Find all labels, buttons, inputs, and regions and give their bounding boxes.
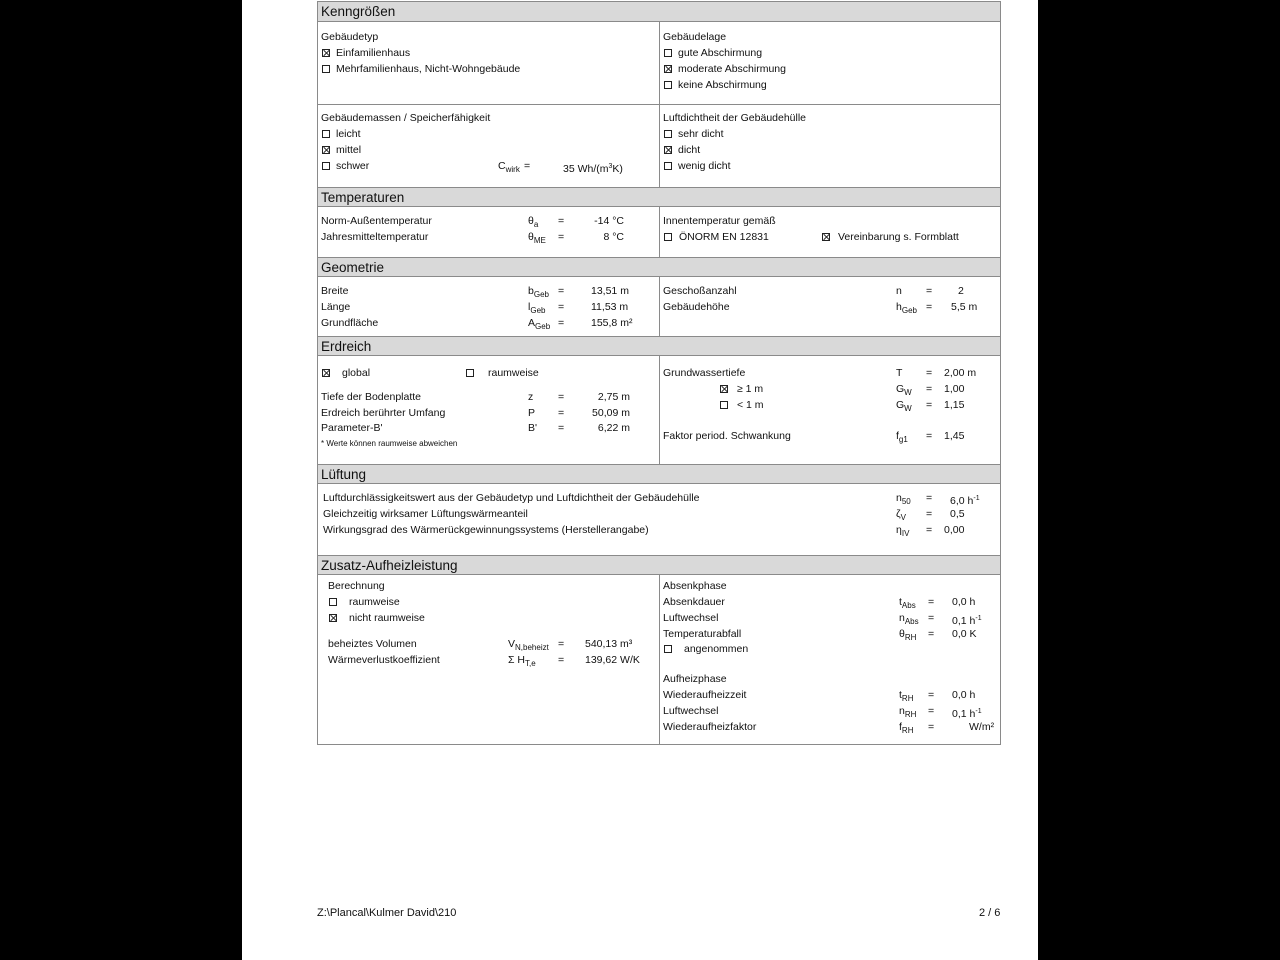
- checkbox-raumweise[interactable]: [466, 369, 474, 377]
- aufheizphase-title: Aufheizphase: [663, 673, 727, 685]
- geschossanzahl-label: Geschoßanzahl: [663, 285, 737, 297]
- eq: =: [926, 399, 933, 411]
- eq: =: [558, 638, 565, 650]
- symbol: $n_{Abs}$: [899, 612, 919, 626]
- jahresmitteltemp-value: 8 °C: [603, 231, 624, 243]
- document-page: [242, 0, 1038, 960]
- grundwassertiefe-value: 2,00 m: [944, 367, 977, 379]
- erdreich-note: * Werte können raumweise abweichen: [321, 439, 458, 448]
- geschossanzahl-value: 2: [958, 285, 964, 297]
- eq: =: [926, 524, 933, 536]
- eq: =: [928, 596, 935, 608]
- breite-label: Breite: [321, 285, 349, 297]
- eq: =: [928, 628, 935, 640]
- eq: =: [558, 407, 565, 419]
- faktor-value: 1,45: [944, 430, 965, 442]
- option-label: mittel: [336, 144, 362, 156]
- eq: =: [926, 301, 933, 313]
- column-divider: [659, 575, 660, 745]
- norm-aussentemp-value: -14 °C: [594, 215, 624, 227]
- temperaturabfall-value: 0,0 K: [952, 628, 977, 640]
- option-label: nicht raumweise: [349, 612, 425, 624]
- checkbox-global[interactable]: [322, 369, 330, 377]
- section-header-geometrie: Geometrie: [318, 257, 1000, 277]
- gw-lt-1m-value: 1,15: [944, 399, 965, 411]
- breite-value: 13,51 m: [591, 285, 629, 297]
- eq: =: [926, 508, 933, 520]
- gebaeudehoehe-label: Gebäudehöhe: [663, 301, 730, 313]
- gebaeudetyp-title: Gebäudetyp: [321, 31, 379, 43]
- speicher-title: Gebäudemassen / Speicherfähigkeit: [321, 112, 491, 124]
- bodenplatte-value: 2,75 m: [597, 391, 630, 403]
- symbol: $\theta_a$: [528, 215, 539, 229]
- eq: =: [926, 367, 933, 379]
- grundflaeche-label: Grundfläche: [321, 317, 379, 329]
- symbol: $\theta_{RH}$: [899, 628, 917, 642]
- bodenplatte-label: Tiefe der Bodenplatte: [321, 391, 422, 403]
- symbol: $n_{50}$: [896, 492, 911, 506]
- gw-ge-1m-value: 1,00: [944, 383, 965, 395]
- checkbox-einfamilienhaus[interactable]: [322, 49, 330, 57]
- symbol: $\theta_{ME}$: [528, 231, 546, 245]
- checkbox-vereinbarung[interactable]: [822, 233, 830, 241]
- innentemp-title: Innentemperatur gemäß: [663, 215, 776, 227]
- symbol: $t_{RH}$: [899, 689, 914, 703]
- checkbox-zusatz-raumweise[interactable]: [329, 598, 337, 606]
- section-header-lueftung: Lüftung: [318, 464, 1000, 484]
- waermeverlust-label: Wärmeverlustkoeffizient: [328, 654, 440, 666]
- waermeverlust-value: 139,62 W/K: [585, 654, 640, 666]
- section-header-temperaturen: Temperaturen: [318, 187, 1000, 207]
- wiederaufheizzeit-value: 0,0 h: [952, 689, 976, 701]
- eq: =: [926, 285, 933, 297]
- footer-file-path: Z:\Plancal\Kulmer David\210: [317, 907, 457, 919]
- option-label: schwer: [336, 160, 370, 172]
- checkbox-gw-ge-1m[interactable]: [720, 385, 728, 393]
- wiederaufheizfaktor-label: Wiederaufheizfaktor: [663, 721, 757, 733]
- footer-page-number: 2 / 6: [979, 907, 1001, 919]
- wiederaufheizfaktor-value: W/m²: [969, 721, 995, 733]
- section-header-erdreich: Erdreich: [318, 336, 1000, 356]
- lueftung-value: 6,0 $h^{-1}$: [950, 495, 980, 507]
- eq: =: [926, 430, 933, 442]
- section-header-kenngroessen: Kenngrößen: [318, 2, 1000, 22]
- symbol: $t_{Abs}$: [899, 596, 916, 610]
- checkbox-angenommen[interactable]: [664, 645, 672, 653]
- luftdichtheit-title: Luftdichtheit der Gebäudehülle: [663, 112, 807, 124]
- option-label: wenig dicht: [678, 160, 731, 172]
- option-label: ≥ 1 m: [737, 383, 764, 395]
- option-label: keine Abschirmung: [678, 79, 767, 91]
- option-label: angenommen: [684, 643, 749, 655]
- checkbox-mittel[interactable]: [322, 146, 330, 154]
- checkbox-keine-abschirmung[interactable]: [664, 81, 672, 89]
- option-label: Vereinbarung s. Formblatt: [838, 231, 959, 243]
- eq: =: [926, 383, 933, 395]
- symbol: $b_{Geb}$: [528, 285, 549, 299]
- checkbox-dicht[interactable]: [664, 146, 672, 154]
- checkbox-schwer[interactable]: [322, 162, 330, 170]
- option-label: sehr dicht: [678, 128, 724, 140]
- eq: =: [558, 422, 565, 434]
- eq: =: [928, 705, 935, 717]
- checkbox-moderate-abschirmung[interactable]: [664, 65, 672, 73]
- luftwechsel-abs-value: 0,1 $h^{-1}$: [952, 615, 982, 627]
- option-label: Mehrfamilienhaus, Nicht-Wohngebäude: [336, 63, 521, 75]
- symbol: $f_{g1}$: [896, 430, 908, 444]
- eq: =: [558, 231, 565, 243]
- eq: =: [558, 654, 565, 666]
- checkbox-mehrfamilienhaus[interactable]: [322, 65, 330, 73]
- checkbox-sehr-dicht[interactable]: [664, 130, 672, 138]
- laenge-label: Länge: [321, 301, 351, 313]
- grundwassertiefe-label: Grundwassertiefe: [663, 367, 746, 379]
- symbol: P: [528, 407, 536, 419]
- luftwechsel-rh-label: Luftwechsel: [663, 705, 719, 717]
- jahresmitteltemp-label: Jahresmitteltemperatur: [321, 231, 429, 243]
- option-label: dicht: [678, 144, 701, 156]
- faktor-label: Faktor period. Schwankung: [663, 430, 791, 442]
- eq: =: [928, 721, 935, 733]
- option-label: moderate Abschirmung: [678, 63, 786, 75]
- checkbox-gute-abschirmung[interactable]: [664, 49, 672, 57]
- symbol: $A_{Geb}$: [528, 317, 551, 331]
- eq: =: [558, 285, 565, 297]
- checkbox-leicht[interactable]: [322, 130, 330, 138]
- norm-aussentemp-label: Norm-Außentemperatur: [321, 215, 432, 227]
- volumen-value: 540,13 m³: [585, 638, 633, 650]
- luftwechsel-rh-value: 0,1 $h^{-1}$: [952, 708, 982, 720]
- symbol: $\eta_{IV}$: [896, 524, 910, 538]
- wiederaufheizzeit-label: Wiederaufheizzeit: [663, 689, 747, 701]
- lueftung-label: Wirkungsgrad des Wärmerückgewinnungssystems (Herstellerangabe): [323, 524, 649, 536]
- checkbox-gw-lt-1m[interactable]: [720, 401, 728, 409]
- option-label: leicht: [336, 128, 361, 140]
- checkbox-wenig-dicht[interactable]: [664, 162, 672, 170]
- temperaturabfall-label: Temperaturabfall: [663, 628, 742, 640]
- symbol: $f_{RH}$: [899, 721, 914, 735]
- section-header-zusatz: Zusatz-Aufheizleistung: [318, 555, 1000, 575]
- umfang-value: 50,09 m: [592, 407, 630, 419]
- column-divider: [659, 207, 660, 257]
- option-label: global: [342, 367, 371, 379]
- eq: =: [558, 391, 565, 403]
- symbol: T: [896, 367, 903, 379]
- grundflaeche-value: 155,8 m²: [591, 317, 633, 329]
- eq: =: [558, 317, 565, 329]
- checkbox-oenorm[interactable]: [664, 233, 672, 241]
- option-label: ÖNORM EN 12831: [679, 231, 769, 243]
- eq: =: [928, 612, 935, 624]
- eq: =: [558, 215, 565, 227]
- option-label: gute Abschirmung: [678, 47, 763, 59]
- symbol: B': [528, 422, 538, 434]
- row-divider: [318, 104, 1000, 105]
- luftwechsel-abs-label: Luftwechsel: [663, 612, 719, 624]
- absenkphase-title: Absenkphase: [663, 580, 727, 592]
- column-divider: [659, 356, 660, 464]
- laenge-value: 11,53 m: [591, 301, 629, 313]
- eq: =: [926, 492, 933, 504]
- symbol: $\zeta_V$: [896, 508, 906, 522]
- symbol: $l_{Geb}$: [528, 301, 546, 315]
- cwirk-value: 35 $Wh/(m^3K)$: [563, 163, 623, 175]
- eq: =: [928, 689, 935, 701]
- umfang-label: Erdreich berührter Umfang: [321, 407, 446, 419]
- option-label: raumweise: [349, 596, 400, 608]
- option-label: Einfamilienhaus: [336, 47, 411, 59]
- symbol: z: [528, 391, 534, 403]
- column-divider: [659, 277, 660, 336]
- berechnung-title: Berechnung: [328, 580, 385, 592]
- absenkdauer-value: 0,0 h: [952, 596, 976, 608]
- symbol: Σ $H_{T,e}$: [508, 654, 536, 668]
- cwirk-eq: =: [524, 160, 531, 172]
- cwirk-symbol: $C_{wirk}$: [498, 160, 520, 174]
- option-label: < 1 m: [737, 399, 764, 411]
- symbol: $G_W$: [896, 383, 912, 397]
- volumen-label: beheiztes Volumen: [328, 638, 417, 650]
- lueftung-label: Gleichzeitig wirksamer Lüftungswärmeanteil: [323, 508, 528, 520]
- parameter-b-value: 6,22 m: [597, 422, 630, 434]
- symbol: n: [896, 285, 902, 297]
- form-table: [317, 1, 1001, 745]
- symbol: $n_{RH}$: [899, 705, 917, 719]
- lueftung-value: 0,00: [944, 524, 965, 536]
- gebaeudelage-title: Gebäudelage: [663, 31, 727, 43]
- eq: =: [558, 301, 565, 313]
- option-label: raumweise: [488, 367, 539, 379]
- symbol: $h_{Geb}$: [896, 301, 917, 315]
- checkbox-zusatz-nicht-raumweise[interactable]: [329, 614, 337, 622]
- gebaeudehoehe-value: 5,5 m: [951, 301, 978, 313]
- symbol: $G_W$: [896, 399, 912, 413]
- lueftung-value: 0,5: [950, 508, 965, 520]
- parameter-b-label: Parameter-B': [321, 422, 383, 434]
- symbol: $V_{N,beheizt}$: [508, 638, 549, 652]
- lueftung-label: Luftdurchlässigkeitswert aus der Gebäudetyp und Luftdichtheit der Gebäudehülle: [323, 492, 700, 504]
- absenkdauer-label: Absenkdauer: [663, 596, 725, 608]
